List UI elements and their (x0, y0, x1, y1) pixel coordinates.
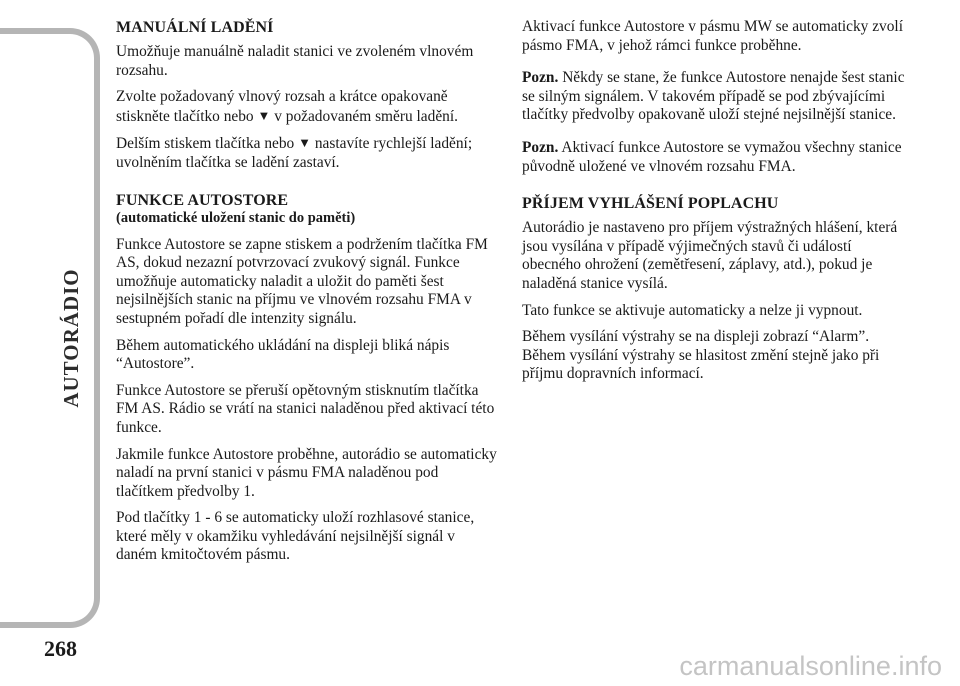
watermark: carmanualsonline.info (679, 651, 942, 681)
paragraph: Pod tlačítky 1 - 6 se automaticky uloží rozhlasové stanice, které měly v okamžiku vyhledávání nejsilnější signál v daném kmitočtovém pásmu. (116, 509, 475, 564)
note-label: Pozn. (522, 69, 559, 87)
paragraph: Během vysílání výstrahy se na displeji zobrazí “Alarm”. Během vysílání výstrahy se hlasitost změní stejně jako při příjmu dopravních informací. (522, 328, 880, 383)
subheading-autostore: (automatické uložení stanic do paměti) (116, 209, 356, 226)
text: nastavíte rychlejší ladění; uvolněním tlačítka se ladění zastaví. (116, 135, 473, 171)
paragraph: Autorádio je nastaveno pro příjem výstražných hlášení, která jsou vysílána v případě výjimečných stavů či událostí obecného ohrožení (zemětřesení, záplavy, atd.), pokud je naladěná stanice vysílá. (522, 219, 898, 292)
section-label: AUTORÁDIO (59, 268, 83, 408)
heading-autostore: FUNKCE AUTOSTORE (116, 191, 289, 209)
paragraph: Umožňuje manuálně naladit stanici ve zvoleném vlnovém rozsahu. (116, 43, 474, 79)
paragraph: Aktivací funkce Autostore v pásmu MW se automaticky zvolí pásmo FMA, v jehož rámci funkce proběhne. (522, 18, 903, 54)
note (522, 69, 908, 125)
paragraph: Tato funkce se aktivuje automaticky a nelze ji vypnout. (522, 301, 863, 319)
triangle-down-icon: ▼ (298, 135, 311, 151)
paragraph: Funkce Autostore se přeruší opětovným stisknutím tlačítka FM AS. Rádio se vrátí na stanici naladěnou před aktivací této funkce. (116, 381, 495, 436)
paragraph-with-icon (116, 134, 498, 172)
note-text: Aktivací funkce Autostore se vymažou všechny stanice původně uložené ve vlnovém rozsahu FMA. (522, 138, 902, 175)
triangle-down-icon: ▼ (257, 107, 271, 123)
text: Zvolte požadovaný vlnový rozsah a krátce opakovaně stiskněte tlačítko nebo (116, 88, 448, 125)
left-column (116, 18, 498, 573)
right-column (522, 18, 908, 392)
heading-alarm-reception: PŘÍJEM VYHLÁŠENÍ POPLACHU (522, 195, 779, 213)
paragraph-with-icon (116, 88, 498, 126)
note-label: Pozn. (522, 138, 559, 156)
heading-manual-tuning: MANUÁLNÍ LADĚNÍ (116, 19, 274, 36)
paragraph: Jakmile funkce Autostore proběhne, autorádio se automaticky naladí na první stanici v pásmu FMA naladěnou pod tlačítkem předvolby 1. (116, 445, 497, 500)
note-text: Někdy se stane, že funkce Autostore nenajde šest stanic se silným signálem. V takovém případě se pod zbývajícími tlačítky předvolby opakovaně uloží stejné nejsilnější stanice. (522, 69, 905, 124)
paragraph: Během automatického ukládání na displeji bliká nápis “Autostore”. (116, 336, 450, 373)
note (522, 139, 908, 176)
text: v požadovaném směru ladění. (270, 107, 458, 125)
page-number: 268 (44, 636, 77, 661)
text: Delším stiskem tlačítka nebo (116, 135, 299, 153)
paragraph: Funkce Autostore se zapne stiskem a podržením tlačítka FM AS, dokud nezazní potvrzovací zvukový signál. Funkce umožňuje automaticky naladit a uložit do paměti šest nejsilnějších stanic na příjmu ve vlnovém rozsahu FMA v sestupném pořadí dle intenzity signálu. (116, 235, 488, 327)
